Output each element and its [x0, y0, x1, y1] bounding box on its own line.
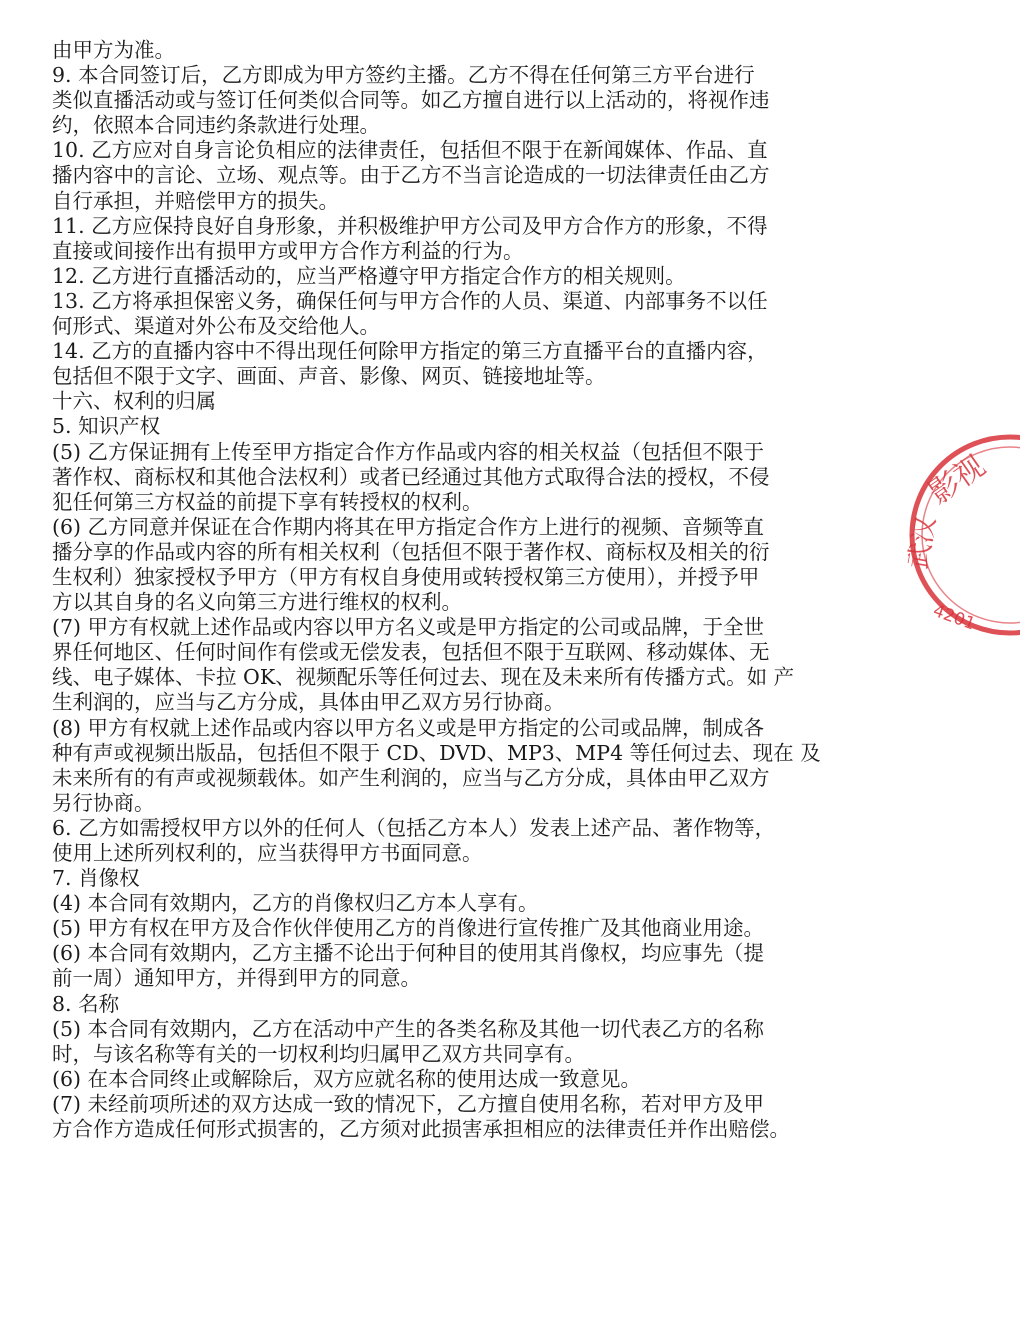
text-line: (6) 在本合同终止或解除后，双方应就名称的使用达成一致意见。	[52, 1066, 642, 1091]
text-line: (5) 乙方保证拥有上传至甲方指定合作方作品或内容的相关权益（包括但不限于	[52, 439, 765, 464]
seal-text-top: 影视	[922, 448, 992, 512]
text-line: (7) 未经前项所述的双方达成一致的情况下，乙方擅自使用名称，若对甲方及甲	[52, 1091, 765, 1116]
text-line: 未来所有的有声或视频载体。如产生利润的，应当与乙方分成，具体由甲乙双方	[52, 765, 770, 790]
text-line: 7. 肖像权	[52, 866, 140, 891]
text-line: (6) 本合同有效期内，乙方主播不论出于何种目的使用其肖像权，均应事先（提	[52, 941, 765, 966]
text-line: 10. 乙方应对自身言论负相应的法律责任，包括但不限于在新闻媒体、作品、直	[52, 138, 768, 163]
text-line: 6. 乙方如需授权甲方以外的任何人（包括乙方本人）发表上述产品、著作物等，	[52, 815, 776, 840]
text-line: 类似直播活动或与签订任何类似合同等。如乙方擅自进行以上活动的，将视作违	[52, 88, 770, 113]
text-line: 14. 乙方的直播内容中不得出现任何除甲方指定的第三方直播平台的直播内容，	[52, 339, 768, 364]
text-line: 前一周）通知甲方，并得到甲方的同意。	[52, 966, 421, 991]
text-line: 5. 知识产权	[52, 414, 161, 439]
text-line: 种有声或视频出版品，包括但不限于 CD、DVD、MP3、MP4 等任何过去、现在 及	[52, 740, 821, 765]
contract-text	[52, 38, 821, 1142]
text-line: 播分享的作品或内容的所有相关权利（包括但不限于著作权、商标权及相关的衍	[52, 539, 770, 564]
text-line: (6) 乙方同意并保证在合作期内将其在甲方指定合作方上进行的视频、音频等直	[52, 514, 765, 539]
text-line: 约，依照本合同违约条款进行处理。	[52, 113, 380, 138]
text-line: (5) 本合同有效期内，乙方在活动中产生的各类名称及其他一切代表乙方的名称	[52, 1016, 765, 1041]
text-line: 生利润的，应当与乙方分成，具体由甲乙双方另行协商。	[52, 690, 565, 715]
text-line: 12. 乙方进行直播活动的，应当严格遵守甲方指定合作方的相关规则。	[52, 263, 686, 288]
text-line: 时，与该名称等有关的一切权利均归属甲乙双方共同享有。	[52, 1041, 585, 1066]
text-line: 11. 乙方应保持良好自身形象，并积极维护甲方公司及甲方合作方的形象，不得	[52, 213, 768, 238]
text-line: 犯任何第三方权益的前提下享有转授权的权利。	[52, 489, 483, 514]
text-line: 8. 名称	[52, 991, 120, 1016]
text-line: 9. 本合同签订后，乙方即成为甲方签约主播。乙方不得在任何第三方平台进行	[52, 63, 755, 88]
text-line: 包括但不限于文字、画面、声音、影像、网页、链接地址等。	[52, 364, 606, 389]
text-line: 生权利）独家授权予甲方（甲方有权自身使用或转授权第三方使用），并授予甲	[52, 564, 760, 589]
company-seal	[900, 430, 1020, 640]
text-line: 使用上述所列权利的，应当获得甲方书面同意。	[52, 841, 483, 865]
text-line: 十六、权利的归属	[52, 389, 216, 414]
text-line: 著作权、商标权和其他合法权利）或者已经通过其他方式取得合法的授权，不侵	[52, 464, 770, 489]
text-line: 界任何地区、任何时间作有偿或无偿发表，包括但不限于互联网、移动媒体、无	[52, 640, 770, 665]
text-line: 线、电子媒体、卡拉 OK、视频配乐等任何过去、现在及未来所有传播方式。如 产	[52, 665, 795, 690]
text-line: 自行承担，并赔偿甲方的损失。	[52, 188, 339, 213]
text-line: 方以其自身的名义向第三方进行维权的权利。	[52, 590, 462, 615]
text-line: 直接或间接作出有损甲方或甲方合作方利益的行为。	[52, 238, 524, 263]
text-line: 何形式、渠道对外公布及交给他人。	[52, 314, 380, 339]
text-line: (4) 本合同有效期内，乙方的肖像权归乙方本人享有。	[52, 891, 539, 916]
text-line: (7) 甲方有权就上述作品或内容以甲方名义或是甲方指定的公司或品牌，于全世	[52, 615, 765, 640]
seal-text-left: 武汉	[903, 514, 942, 572]
text-line: 方合作方造成任何形式损害的，乙方须对此损害承担相应的法律责任并作出赔偿。	[52, 1117, 790, 1142]
seal-number: 4201	[930, 600, 978, 635]
text-line: (5) 甲方有权在甲方及合作伙伴使用乙方的肖像进行宣传推广及其他商业用途。	[52, 916, 765, 941]
text-line: (8) 甲方有权就上述作品或内容以甲方名义或是甲方指定的公司或品牌，制成各	[52, 715, 765, 740]
text-line: 播内容中的言论、立场、观点等。由于乙方不当言论造成的一切法律责任由乙方	[52, 163, 770, 188]
text-line: 另行协商。	[52, 790, 155, 815]
text-line: 13. 乙方将承担保密义务，确保任何与甲方合作的人员、渠道、内部事务不以任	[52, 288, 768, 313]
text-line: 由甲方为准。	[52, 38, 175, 62]
